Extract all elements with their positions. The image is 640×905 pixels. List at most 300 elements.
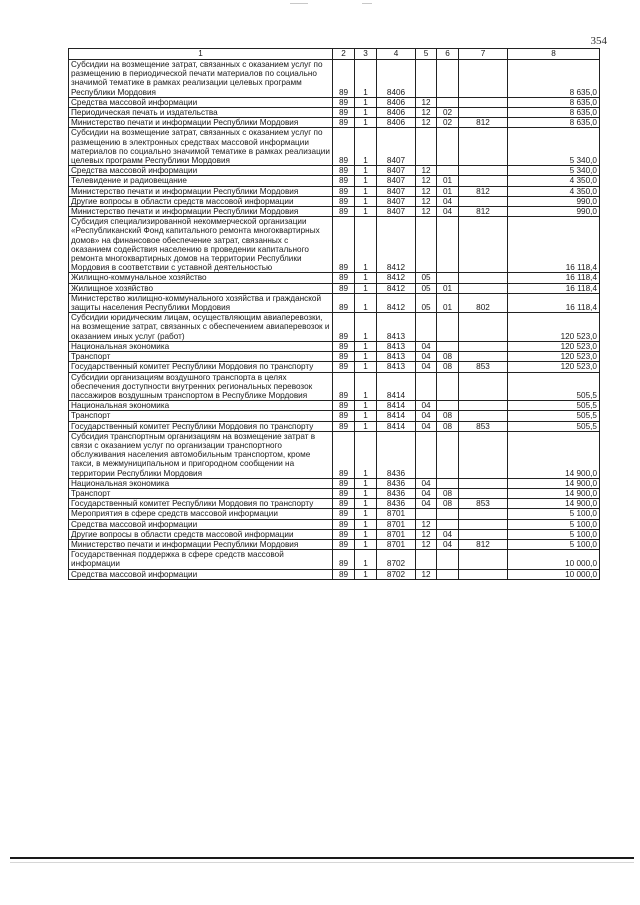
row-code-cell: 89	[333, 431, 355, 478]
row-code-cell: 08	[437, 488, 459, 498]
row-name-cell: Субсидия транспортным организациям на возмещение затрат в связи с оказанием услуг по организации транспортного обслуживания населения автомобильным транспортом, кроме такси, в межмуниципальном и пригородном сообщении на территории Республики Мордовия	[69, 431, 333, 478]
row-code-cell: 8406	[377, 97, 416, 107]
row-code-cell: 89	[333, 488, 355, 498]
row-amount-cell: 5 340,0	[508, 166, 600, 176]
row-code-cell: 8414	[377, 401, 416, 411]
row-code-cell	[459, 372, 508, 401]
row-code-cell: 812	[459, 207, 508, 217]
row-amount-cell: 8 635,0	[508, 97, 600, 107]
row-code-cell: 12	[416, 529, 437, 539]
row-name-cell: Периодическая печать и издательства	[69, 108, 333, 118]
row-code-cell	[459, 166, 508, 176]
row-amount-cell: 990,0	[508, 207, 600, 217]
row-code-cell: 8407	[377, 207, 416, 217]
row-code-cell: 1	[355, 108, 377, 118]
row-code-cell: 89	[333, 283, 355, 293]
table-row	[69, 550, 600, 569]
row-code-cell	[416, 372, 437, 401]
row-amount-cell: 120 523,0	[508, 341, 600, 351]
row-code-cell: 1	[355, 529, 377, 539]
row-code-cell: 12	[416, 569, 437, 579]
row-code-cell: 1	[355, 431, 377, 478]
row-name-cell: Государственный комитет Республики Мордовия по транспорту	[69, 362, 333, 372]
row-code-cell: 812	[459, 186, 508, 196]
table-row	[69, 539, 600, 549]
row-code-cell: 812	[459, 539, 508, 549]
table-row	[69, 97, 600, 107]
row-code-cell: 12	[416, 186, 437, 196]
row-code-cell	[437, 97, 459, 107]
row-code-cell: 12	[416, 166, 437, 176]
row-code-cell: 04	[416, 411, 437, 421]
table-row	[69, 569, 600, 579]
table-row	[69, 313, 600, 342]
row-code-cell: 1	[355, 273, 377, 283]
row-amount-cell: 505,5	[508, 372, 600, 401]
row-code-cell: 04	[416, 341, 437, 351]
row-code-cell: 1	[355, 217, 377, 273]
table-row	[69, 176, 600, 186]
row-code-cell	[459, 478, 508, 488]
row-amount-cell: 14 900,0	[508, 431, 600, 478]
row-name-cell: Средства массовой информации	[69, 166, 333, 176]
row-name-cell: Субсидии организациям воздушного транспорта в целях обеспечения доступности внутренних региональных перевозок пассажиров воздушным транспортом в Республике Мордовия	[69, 372, 333, 401]
column-header: 4	[377, 49, 416, 60]
table-row	[69, 509, 600, 519]
row-code-cell	[416, 60, 437, 98]
table-row	[69, 431, 600, 478]
row-code-cell	[459, 217, 508, 273]
row-code-cell	[416, 128, 437, 166]
row-code-cell: 1	[355, 411, 377, 421]
row-code-cell: 89	[333, 411, 355, 421]
row-code-cell	[437, 401, 459, 411]
row-code-cell: 1	[355, 60, 377, 98]
row-amount-cell: 10 000,0	[508, 569, 600, 579]
row-name-cell: Субсидии на возмещение затрат, связанных с оказанием услуг по размещению в электронных средствах массовой информации материалов по социально значимой тематике в рамках реализации целевых программ Республики Мордовия	[69, 128, 333, 166]
row-name-cell: Государственный комитет Республики Мордовия по транспорту	[69, 421, 333, 431]
row-code-cell: 8412	[377, 273, 416, 283]
row-code-cell: 8413	[377, 362, 416, 372]
row-code-cell: 1	[355, 186, 377, 196]
row-code-cell	[459, 352, 508, 362]
row-amount-cell: 120 523,0	[508, 362, 600, 372]
row-amount-cell: 16 118,4	[508, 293, 600, 312]
row-code-cell: 01	[437, 293, 459, 312]
row-name-cell: Министерство печати и информации Республики Мордовия	[69, 186, 333, 196]
row-code-cell	[459, 488, 508, 498]
row-code-cell	[437, 431, 459, 478]
row-code-cell: 1	[355, 166, 377, 176]
row-code-cell: 89	[333, 352, 355, 362]
row-code-cell: 1	[355, 488, 377, 498]
row-code-cell: 89	[333, 166, 355, 176]
row-code-cell: 89	[333, 362, 355, 372]
row-code-cell: 8414	[377, 411, 416, 421]
row-code-cell	[437, 519, 459, 529]
row-code-cell: 08	[437, 411, 459, 421]
table-body	[69, 60, 600, 580]
row-code-cell: 04	[416, 362, 437, 372]
row-code-cell: 8407	[377, 186, 416, 196]
row-amount-cell: 8 635,0	[508, 60, 600, 98]
bottom-rule-faint	[10, 862, 634, 863]
row-code-cell: 8436	[377, 488, 416, 498]
row-amount-cell: 505,5	[508, 411, 600, 421]
row-code-cell: 853	[459, 362, 508, 372]
row-code-cell: 1	[355, 283, 377, 293]
row-code-cell: 853	[459, 421, 508, 431]
row-name-cell: Транспорт	[69, 352, 333, 362]
column-header: 5	[416, 49, 437, 60]
row-code-cell	[416, 550, 437, 569]
row-code-cell: 04	[437, 529, 459, 539]
header-row	[69, 49, 600, 60]
table-row	[69, 499, 600, 509]
row-code-cell: 1	[355, 519, 377, 529]
row-code-cell: 1	[355, 293, 377, 312]
row-amount-cell: 5 100,0	[508, 529, 600, 539]
row-name-cell: Государственная поддержка в сфере средств массовой информации	[69, 550, 333, 569]
row-code-cell: 89	[333, 207, 355, 217]
row-code-cell: 1	[355, 207, 377, 217]
column-header: 8	[508, 49, 600, 60]
row-code-cell	[437, 509, 459, 519]
row-code-cell: 89	[333, 293, 355, 312]
row-code-cell	[459, 411, 508, 421]
row-code-cell	[437, 313, 459, 342]
row-code-cell: 1	[355, 313, 377, 342]
table-row	[69, 293, 600, 312]
row-code-cell: 89	[333, 217, 355, 273]
table-row	[69, 128, 600, 166]
row-code-cell: 04	[437, 196, 459, 206]
row-amount-cell: 5 340,0	[508, 128, 600, 166]
row-code-cell	[437, 166, 459, 176]
scan-mark	[290, 3, 308, 4]
row-code-cell: 1	[355, 539, 377, 549]
row-code-cell: 8407	[377, 176, 416, 186]
row-amount-cell: 8 635,0	[508, 118, 600, 128]
row-code-cell: 8406	[377, 118, 416, 128]
bottom-rule	[10, 857, 634, 859]
row-code-cell: 1	[355, 569, 377, 579]
budget-table	[68, 48, 600, 580]
row-code-cell: 08	[437, 421, 459, 431]
row-code-cell: 89	[333, 550, 355, 569]
table-row	[69, 108, 600, 118]
row-name-cell: Другие вопросы в области средств массовой информации	[69, 529, 333, 539]
row-code-cell	[437, 569, 459, 579]
row-code-cell: 8702	[377, 550, 416, 569]
table-row	[69, 166, 600, 176]
row-amount-cell: 14 900,0	[508, 478, 600, 488]
row-code-cell: 04	[416, 478, 437, 488]
column-header: 2	[333, 49, 355, 60]
table-row	[69, 273, 600, 283]
row-code-cell: 8702	[377, 569, 416, 579]
row-code-cell	[437, 273, 459, 283]
row-amount-cell: 120 523,0	[508, 313, 600, 342]
row-code-cell: 04	[416, 499, 437, 509]
column-header: 7	[459, 49, 508, 60]
row-code-cell: 12	[416, 519, 437, 529]
row-code-cell	[437, 372, 459, 401]
table-row	[69, 196, 600, 206]
column-header: 3	[355, 49, 377, 60]
row-code-cell: 08	[437, 499, 459, 509]
row-code-cell	[459, 569, 508, 579]
row-code-cell	[416, 431, 437, 478]
row-name-cell: Транспорт	[69, 488, 333, 498]
table-row	[69, 60, 600, 98]
row-code-cell: 01	[437, 176, 459, 186]
row-code-cell: 04	[437, 539, 459, 549]
row-code-cell: 89	[333, 529, 355, 539]
column-header: 1	[69, 49, 333, 60]
row-name-cell: Министерство печати и информации Республики Мордовия	[69, 539, 333, 549]
table-row	[69, 207, 600, 217]
row-code-cell: 12	[416, 176, 437, 186]
row-code-cell: 89	[333, 509, 355, 519]
table-row	[69, 362, 600, 372]
row-code-cell: 89	[333, 97, 355, 107]
row-code-cell: 89	[333, 118, 355, 128]
row-code-cell: 89	[333, 519, 355, 529]
row-name-cell: Национальная экономика	[69, 401, 333, 411]
row-code-cell: 8436	[377, 499, 416, 509]
row-code-cell: 04	[416, 421, 437, 431]
row-name-cell: Телевидение и радиовещание	[69, 176, 333, 186]
row-code-cell	[459, 529, 508, 539]
row-name-cell: Национальная экономика	[69, 478, 333, 488]
table-row	[69, 421, 600, 431]
row-code-cell: 8407	[377, 128, 416, 166]
row-code-cell: 05	[416, 283, 437, 293]
row-name-cell: Жилищно-коммунальное хозяйство	[69, 273, 333, 283]
row-name-cell: Жилищное хозяйство	[69, 283, 333, 293]
row-code-cell: 853	[459, 499, 508, 509]
row-amount-cell: 990,0	[508, 196, 600, 206]
row-code-cell: 8701	[377, 539, 416, 549]
row-amount-cell: 120 523,0	[508, 352, 600, 362]
row-code-cell	[459, 273, 508, 283]
row-code-cell: 01	[437, 186, 459, 196]
table-row	[69, 529, 600, 539]
row-code-cell: 12	[416, 539, 437, 549]
row-code-cell: 8701	[377, 519, 416, 529]
row-amount-cell: 4 350,0	[508, 186, 600, 196]
row-code-cell: 89	[333, 186, 355, 196]
table-row	[69, 283, 600, 293]
row-code-cell: 8413	[377, 352, 416, 362]
row-name-cell: Средства массовой информации	[69, 569, 333, 579]
row-amount-cell: 5 100,0	[508, 509, 600, 519]
row-code-cell: 8413	[377, 341, 416, 351]
row-code-cell: 8701	[377, 509, 416, 519]
row-code-cell: 04	[437, 207, 459, 217]
row-code-cell: 8412	[377, 283, 416, 293]
row-code-cell: 8436	[377, 431, 416, 478]
row-amount-cell: 8 635,0	[508, 108, 600, 118]
row-code-cell: 1	[355, 509, 377, 519]
row-code-cell: 1	[355, 97, 377, 107]
row-code-cell	[459, 283, 508, 293]
table-row	[69, 352, 600, 362]
row-code-cell: 08	[437, 352, 459, 362]
row-code-cell: 04	[416, 401, 437, 411]
table-row	[69, 401, 600, 411]
row-code-cell: 8412	[377, 217, 416, 273]
row-name-cell: Национальная экономика	[69, 341, 333, 351]
row-code-cell: 1	[355, 352, 377, 362]
row-name-cell: Субсидии на возмещение затрат, связанных с оказанием услуг по размещению в периодической печати материалов по социально значимой тематике в рамках реализации целевых программ Республики Мордовия	[69, 60, 333, 98]
row-name-cell: Средства массовой информации	[69, 519, 333, 529]
row-code-cell: 05	[416, 293, 437, 312]
row-name-cell: Министерство печати и информации Республики Мордовия	[69, 207, 333, 217]
row-code-cell: 1	[355, 362, 377, 372]
row-code-cell	[459, 313, 508, 342]
row-amount-cell: 5 100,0	[508, 519, 600, 529]
row-code-cell	[459, 550, 508, 569]
row-amount-cell: 10 000,0	[508, 550, 600, 569]
row-code-cell	[459, 97, 508, 107]
row-code-cell	[416, 509, 437, 519]
row-code-cell: 12	[416, 97, 437, 107]
row-code-cell	[416, 217, 437, 273]
row-code-cell: 8406	[377, 60, 416, 98]
row-code-cell: 89	[333, 273, 355, 283]
row-code-cell: 12	[416, 207, 437, 217]
row-code-cell	[459, 341, 508, 351]
row-name-cell: Субсидии юридическим лицам, осуществляющим авиаперевозки, на возмещение затрат, связанных с обеспечением авиаперевозок и оказанием иных услуг (работ)	[69, 313, 333, 342]
table-row	[69, 372, 600, 401]
row-code-cell: 05	[416, 273, 437, 283]
row-code-cell	[459, 509, 508, 519]
row-name-cell: Министерство жилищно-коммунального хозяйства и гражданской защиты населения Республики Мордовия	[69, 293, 333, 312]
row-code-cell: 8406	[377, 108, 416, 118]
table-row	[69, 186, 600, 196]
row-name-cell: Субсидия специализированной некоммерческой организации «Республиканский Фонд капитального ремонта многоквартирных домов» на финансовое обеспечение затрат, связанных с оказанием содействия населению в проведении капитального ремонта многоквартирных домов на территории Республики Мордовия в соответствии с уставной деятельностью	[69, 217, 333, 273]
row-name-cell: Средства массовой информации	[69, 97, 333, 107]
row-code-cell: 89	[333, 60, 355, 98]
row-name-cell: Государственный комитет Республики Мордовия по транспорту	[69, 499, 333, 509]
row-code-cell: 04	[416, 488, 437, 498]
row-name-cell: Министерство печати и информации Республики Мордовия	[69, 118, 333, 128]
row-code-cell: 8414	[377, 421, 416, 431]
row-code-cell: 12	[416, 196, 437, 206]
row-code-cell	[459, 401, 508, 411]
table-row	[69, 488, 600, 498]
row-code-cell	[459, 108, 508, 118]
row-amount-cell: 14 900,0	[508, 488, 600, 498]
row-code-cell: 12	[416, 118, 437, 128]
row-code-cell	[437, 341, 459, 351]
row-code-cell: 8414	[377, 372, 416, 401]
row-code-cell: 8701	[377, 529, 416, 539]
row-code-cell	[437, 128, 459, 166]
table-row	[69, 217, 600, 273]
row-code-cell	[459, 176, 508, 186]
row-code-cell: 1	[355, 341, 377, 351]
table-row	[69, 478, 600, 488]
row-code-cell	[437, 217, 459, 273]
row-code-cell	[437, 478, 459, 488]
row-code-cell: 89	[333, 499, 355, 509]
row-code-cell: 89	[333, 478, 355, 488]
row-code-cell: 1	[355, 118, 377, 128]
row-code-cell	[459, 519, 508, 529]
row-amount-cell: 16 118,4	[508, 273, 600, 283]
row-code-cell: 1	[355, 478, 377, 488]
row-code-cell: 1	[355, 176, 377, 186]
row-code-cell: 89	[333, 313, 355, 342]
row-amount-cell: 4 350,0	[508, 176, 600, 186]
row-code-cell: 812	[459, 118, 508, 128]
row-name-cell: Мероприятия в сфере средств массовой информации	[69, 509, 333, 519]
row-code-cell: 8412	[377, 293, 416, 312]
row-code-cell: 1	[355, 372, 377, 401]
row-code-cell	[459, 128, 508, 166]
row-code-cell: 12	[416, 108, 437, 118]
row-code-cell: 02	[437, 118, 459, 128]
column-header: 6	[437, 49, 459, 60]
row-code-cell	[416, 313, 437, 342]
row-code-cell: 89	[333, 569, 355, 579]
table-row	[69, 341, 600, 351]
row-amount-cell: 505,5	[508, 421, 600, 431]
row-code-cell: 89	[333, 421, 355, 431]
row-code-cell: 1	[355, 499, 377, 509]
scan-mark	[362, 3, 372, 4]
row-code-cell: 8407	[377, 196, 416, 206]
row-code-cell	[459, 60, 508, 98]
row-code-cell: 1	[355, 128, 377, 166]
row-code-cell: 1	[355, 196, 377, 206]
row-code-cell: 1	[355, 401, 377, 411]
row-amount-cell: 14 900,0	[508, 499, 600, 509]
page-number: 354	[590, 35, 607, 47]
row-code-cell: 1	[355, 421, 377, 431]
row-code-cell: 1	[355, 550, 377, 569]
row-amount-cell: 505,5	[508, 401, 600, 411]
row-code-cell: 8413	[377, 313, 416, 342]
row-code-cell: 01	[437, 283, 459, 293]
row-code-cell	[459, 196, 508, 206]
table-row	[69, 118, 600, 128]
row-name-cell: Транспорт	[69, 411, 333, 421]
row-code-cell: 89	[333, 539, 355, 549]
row-code-cell	[437, 60, 459, 98]
row-code-cell: 89	[333, 372, 355, 401]
row-name-cell: Другие вопросы в области средств массовой информации	[69, 196, 333, 206]
row-code-cell: 802	[459, 293, 508, 312]
table-row	[69, 411, 600, 421]
row-code-cell: 8436	[377, 478, 416, 488]
row-amount-cell: 5 100,0	[508, 539, 600, 549]
row-code-cell: 89	[333, 176, 355, 186]
table-row	[69, 519, 600, 529]
row-code-cell: 89	[333, 196, 355, 206]
row-amount-cell: 16 118,4	[508, 283, 600, 293]
row-code-cell	[437, 550, 459, 569]
row-code-cell	[459, 431, 508, 478]
row-code-cell: 8407	[377, 166, 416, 176]
row-code-cell: 89	[333, 401, 355, 411]
row-code-cell: 08	[437, 362, 459, 372]
row-code-cell: 04	[416, 352, 437, 362]
row-amount-cell: 16 118,4	[508, 217, 600, 273]
